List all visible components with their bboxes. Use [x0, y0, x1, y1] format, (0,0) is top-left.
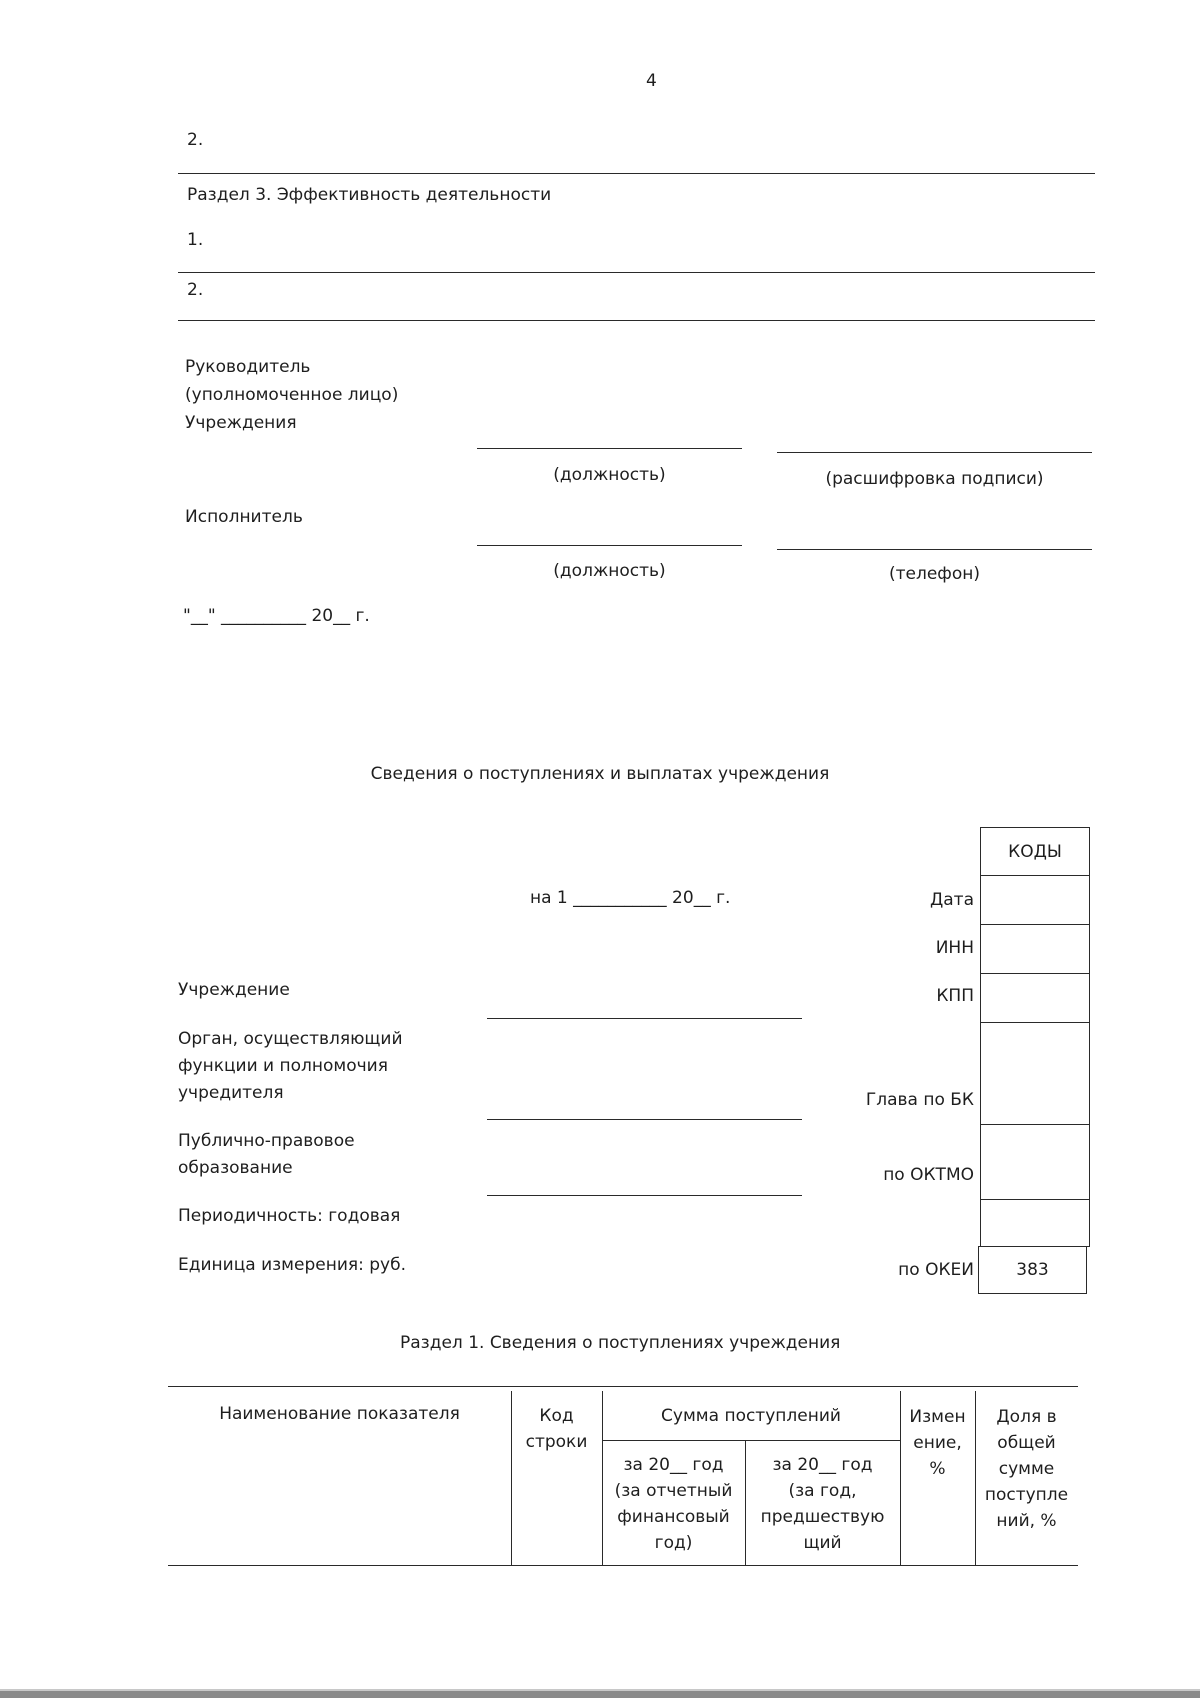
page-number: 4: [646, 71, 657, 91]
section3-title: Раздел 3. Эффективность деятельности: [187, 185, 552, 205]
section3-item-2: 2.: [187, 280, 204, 300]
position-caption-2: (должность): [553, 561, 666, 581]
head-label: Руководитель (уполномоченное лицо) Учреждения: [185, 357, 399, 433]
head-position-line: [477, 448, 742, 449]
code-label-bk: Глава по БК: [865, 1090, 974, 1110]
head-signature-line: [777, 452, 1092, 453]
code-cell-kpp: [980, 973, 1090, 1023]
header-indicator-name: Наименование показателя: [219, 1404, 460, 1424]
unit-label: Единица измерения: руб.: [178, 1255, 406, 1275]
section3-item-1: 1.: [187, 230, 204, 250]
code-cell-okei: [978, 1246, 1087, 1294]
header-receipts-sum: Сумма поступлений: [661, 1406, 841, 1426]
position-caption-1: (должность): [553, 465, 666, 485]
code-cell-oktmo: [980, 1124, 1090, 1200]
code-cell-inn: [980, 924, 1090, 974]
section1-title: Раздел 1. Сведения о поступлениях учреждения: [400, 1333, 841, 1353]
as-of-date: на 1 ___________ 20__ г.: [530, 888, 731, 908]
code-cell-empty: [980, 1199, 1090, 1247]
code-label-date: Дата: [929, 890, 974, 910]
sum-subheader-border: [602, 1440, 900, 1441]
table-header-bottom-border: [168, 1565, 1078, 1566]
code-label-kpp: КПП: [936, 986, 974, 1006]
report-title: Сведения о поступлениях и выплатах учреждения: [370, 764, 830, 784]
founder-line: [487, 1119, 802, 1120]
executor-label: Исполнитель: [185, 507, 303, 527]
divider-line: [178, 173, 1095, 174]
public-entity-label: Публично-правовое образование: [178, 1131, 355, 1178]
header-change-percent: Измен ение, %: [909, 1407, 966, 1479]
scan-edge: [0, 1691, 1200, 1698]
header-share-percent: Доля в общей сумме поступле ний, %: [984, 1407, 1069, 1531]
code-label-oktmo: по ОКТМО: [883, 1165, 974, 1185]
decoding-caption: (расшифровка подписи): [825, 469, 1044, 489]
section3-item-2-line: [178, 320, 1095, 321]
periodicity-label: Периодичность: годовая: [178, 1206, 401, 1226]
code-label-okei: по ОКЕИ: [898, 1260, 974, 1280]
phone-caption: (телефон): [888, 564, 980, 584]
institution-label: Учреждение: [178, 980, 290, 1000]
founder-label: Орган, осуществляющий функции и полномочия учредителя: [178, 1029, 403, 1103]
codes-header: КОДЫ: [1008, 842, 1062, 862]
institution-line: [487, 1018, 802, 1019]
section3-item-1-line: [178, 272, 1095, 273]
code-cell-bk: [980, 1022, 1090, 1125]
header-previous-year: за 20__ год (за год, предшествую щий: [760, 1455, 885, 1553]
code-label-inn: ИНН: [935, 938, 974, 958]
executor-position-line: [477, 545, 742, 546]
executor-phone-line: [777, 549, 1092, 550]
table-top-border: [168, 1386, 1078, 1387]
header-row-code: Код строки: [525, 1406, 588, 1452]
code-cell-date: [980, 875, 1090, 925]
date-line: "__" __________ 20__ г.: [183, 606, 370, 626]
public-entity-line: [487, 1195, 802, 1196]
section2-item-2: 2.: [187, 130, 204, 150]
codes-header-cell: [980, 827, 1090, 876]
header-current-year: за 20__ год (за отчетный финансовый год): [614, 1455, 733, 1553]
okei-value: 383: [1016, 1260, 1049, 1280]
